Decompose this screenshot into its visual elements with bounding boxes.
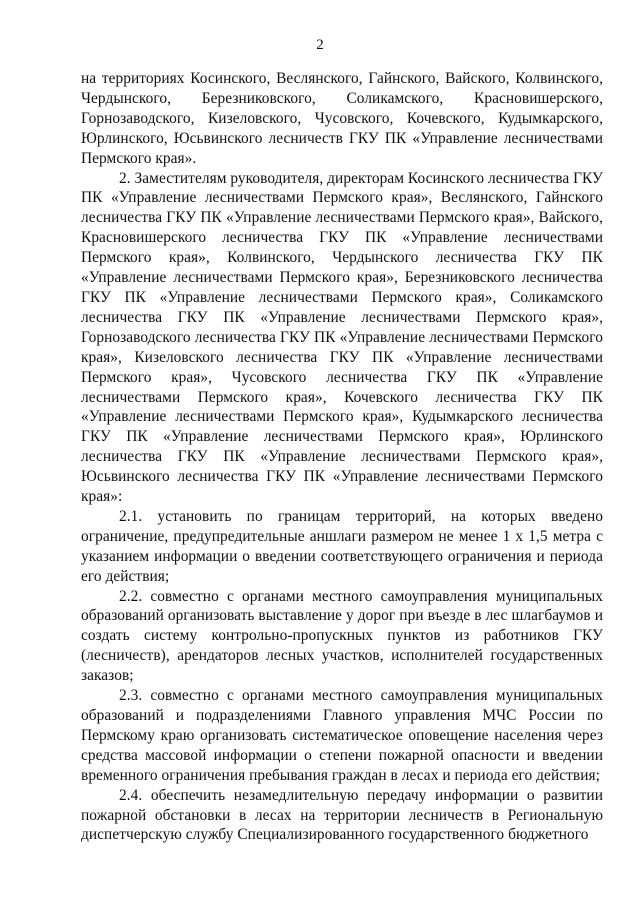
paragraph-item-2-1: 2.1. установить по границам территорий, на которых введено ограничение, предупредительные аншлаги размером не менее 1 х 1,5 метра с указанием информации о введении соответствующего ограничения и периода его действия; — [81, 507, 603, 585]
page-number: 2 — [316, 37, 324, 53]
paragraph-item-2-4: 2.4. обеспечить незамедлительную передачу информации о развитии пожарной обстановки в лесах на территории лесничеств в Региональную диспетчерскую службу Специализированного государственного бюджетного — [81, 786, 603, 844]
paragraph-continuation: на территориях Косинского, Веслянского, Гайнского, Вайского, Колвинского, Чердынского, Березниковского, Соликамского, Красновишерского, Горнозаводского, Кизеловского, Чусовского, Кочевского, Кудымкарского, Юрлинского, Юсьвинского лесничеств ГКУ ПК «Управление лесничествами Пермского края». — [81, 70, 603, 167]
paragraph-item-2-3: 2.3. совместно с органами местного самоуправления муниципальных образований и подразделениями Главного управления МЧС России по Пермскому краю организовать систематическое оповещение населения через средства массовой информации о степени пожарной опасности и введении временного ограничения пребывания граждан в лесах и периода его действия; — [81, 687, 603, 784]
paragraph-item-2: 2. Заместителям руководителя, директорам Косинского лесничества ГКУ ПК «Управление лесничествами Пермского края», Веслянского, Гайнского лесничества ГКУ ПК «Управление лесничествами Пермского края», Вайского, Красновишерского лесничества ГКУ ПК «Управление лесничествами Пермского края», Колвинского, Чердынского лесничества ГКУ ПК «Управление лесничествами Пермского края», Березниковского лесничества ГКУ ПК «Управление лесничествами Пермского края», Соликамского лесничества ГКУ ПК «Управление лесничествами Пермского края», Горнозаводского лесничества ГКУ ПК «Управление лесничествами Пермского края», Кизеловского лесничества ГКУ ПК «Управление лесничествами Пермского края», Чусовского лесничества ГКУ ПК «Управление лесничествами Пермского края», Кочевского лесничества ГКУ ПК «Управление лесничествами Пермского края», Кудымкарского лесничества ГКУ ПК «Управление лесничествами Пермского края», Юрлинского лесничества ГКУ ПК «Управление лесничествами Пермского края», Юсьвинского лесничества ГКУ ПК «Управление лесничествами Пермского края»: — [81, 169, 603, 506]
document-body — [81, 69, 603, 845]
paragraph-item-2-2: 2.2. совместно с органами местного самоуправления муниципальных образований организовать выставление у дорог при въезде в лес шлагбаумов и создать систему контрольно-пропускных пунктов из работников ГКУ (лесничеств), арендаторов лесных участков, исполнителей государственных заказов; — [81, 587, 603, 685]
